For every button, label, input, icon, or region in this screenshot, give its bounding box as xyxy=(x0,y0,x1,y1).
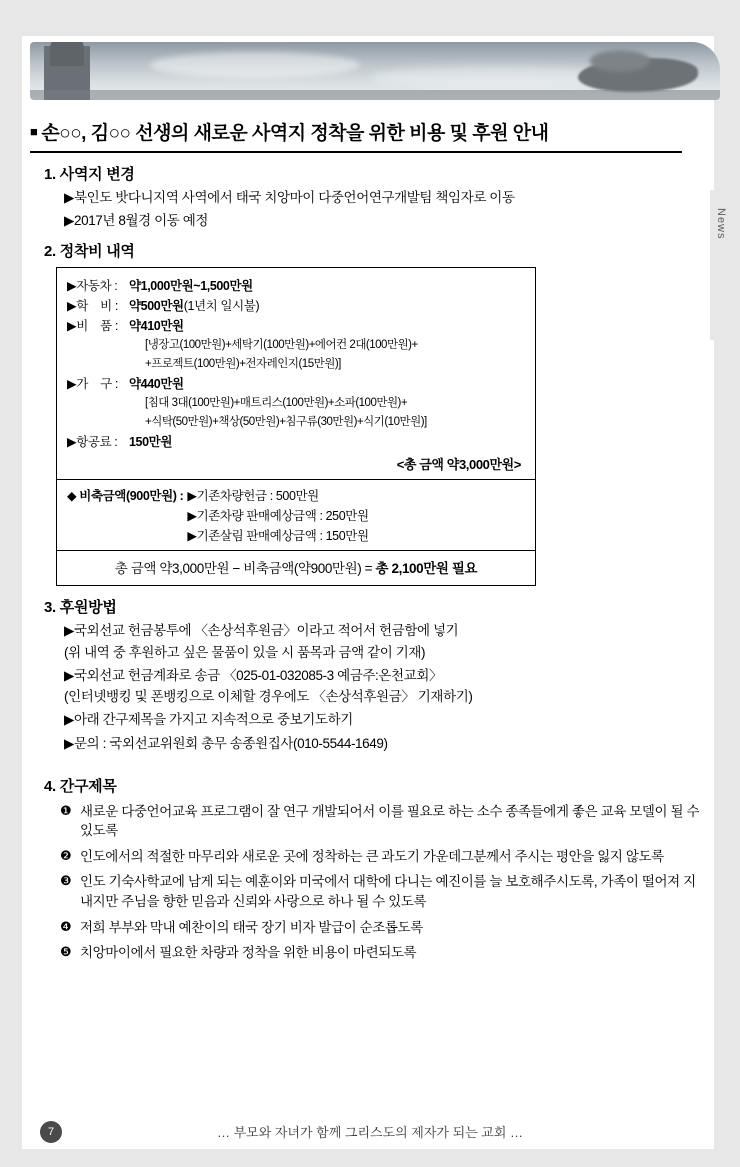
cost-total: <총 금액 약3,000만원> xyxy=(396,457,521,473)
prayer-number: ❶ xyxy=(60,802,72,818)
cost-row xyxy=(67,276,525,294)
page-frame-left xyxy=(0,0,22,1167)
prayer-item xyxy=(60,802,702,841)
savings-block xyxy=(67,486,525,546)
section-3-line: ▶국외선교 헌금계좌로 송금 〈025-01-032085-3 예금주:온천교회〉 xyxy=(64,667,443,683)
prayer-item xyxy=(60,918,702,938)
cost-value: 약440만원 xyxy=(129,377,184,392)
divider xyxy=(57,479,535,480)
cost-detail: +식탁(50만원)+책상(50만원)+침구류(30만원)+식기(10만원)] xyxy=(145,416,427,429)
prayer-number: ❸ xyxy=(60,873,72,889)
cost-row xyxy=(67,374,525,392)
cost-row xyxy=(67,316,525,334)
cost-detail: [침대 3대(100만원)+매트리스(100만원)+소파(100만원)+ xyxy=(145,397,408,410)
prayer-item xyxy=(60,847,702,867)
bullet-square-icon: ■ xyxy=(30,124,38,139)
cost-value: 150만원 xyxy=(129,435,173,450)
page-frame-top xyxy=(0,0,740,36)
prayer-text: 치앙마이에서 필요한 차량과 정착을 위한 비용이 마련되도록 xyxy=(80,945,417,961)
section-heading-4: 4. 간구제목 xyxy=(44,777,117,795)
cost-row xyxy=(67,296,525,314)
document-content xyxy=(30,118,702,969)
page-frame-right xyxy=(714,0,740,1167)
cost-label: ▶가 구 : xyxy=(67,377,122,392)
final-amount-value: 총 2,100만원 필요 xyxy=(375,561,478,577)
cost-label: ▶학 비 : xyxy=(67,299,122,314)
prayer-item xyxy=(60,872,702,911)
savings-label: ◆ 비축금액(900만원) : xyxy=(67,489,184,504)
cost-value: 약410만원 xyxy=(129,319,184,334)
section-3-line: ▶아래 간구제목을 가지고 지속적으로 중보기도하기 xyxy=(64,712,353,728)
cost-detail: [냉장고(100만원)+세탁기(100만원)+에어컨 2대(100만원)+ xyxy=(145,339,418,352)
section-3-line: ▶국외선교 헌금봉투에 〈손상석후원금〉이라고 적어서 헌금함에 넣기 xyxy=(64,623,459,639)
prayer-text: 인도에서의 적절한 마무리와 새로운 곳에 정착하는 큰 과도기 가운데그분께서 주시는 평안을 잃지 않도록 xyxy=(80,848,664,864)
final-amount-bar xyxy=(57,550,535,583)
cost-label: ▶항공료 : xyxy=(67,435,121,450)
side-tab-label: News xyxy=(715,208,727,240)
cost-label: ▶자동차 : xyxy=(67,279,121,294)
prayer-number: ❺ xyxy=(60,944,72,960)
cost-label: ▶비 품 : xyxy=(67,319,122,334)
page-title xyxy=(30,118,682,153)
prayer-text: 저희 부부와 막내 예찬이의 태국 장기 비자 발급이 순조롭도록 xyxy=(80,919,423,935)
cost-row xyxy=(67,432,525,450)
dome-silhouette xyxy=(50,42,84,66)
savings-item: ▶기존차량헌금 : 500만원 xyxy=(187,489,319,504)
cost-value: 약1,000만원~1,500만원 xyxy=(129,279,253,294)
section-3-line: (위 내역 중 후원하고 싶은 물품이 있을 시 품목과 금액 같이 기재) xyxy=(64,644,426,660)
final-amount-prefix: 총 금액 약3,000만원 − 비축금액(약900만원) = xyxy=(114,561,376,577)
page-number-badge: 7 xyxy=(40,1121,62,1143)
prayer-number: ❹ xyxy=(60,918,72,934)
section-1-line: ▶북인도 밧다니지역 사역에서 태국 치앙마이 다중언어연구개발팀 책임자로 이동 xyxy=(64,190,515,205)
section-1-line: ▶2017년 8월경 이동 예정 xyxy=(64,213,209,229)
page-footer: … 부모와 자녀가 함께 그리스도의 제자가 되는 교회 … xyxy=(216,1125,524,1140)
cost-value: 약500만원 xyxy=(129,299,184,314)
prayer-text: 인도 기숙사학교에 남게 되는 예훈이와 미국에서 대학에 다니는 예진이를 늘 보호해주시도록, 가족이 떨어져 지내지만 주님을 향한 믿음과 신뢰와 사랑으로 하나 될 수 있도록 xyxy=(80,874,696,909)
section-heading-3: 3. 후원방법 xyxy=(44,599,117,617)
cost-note: (1년치 일시불) xyxy=(183,299,260,314)
savings-item: ▶기존차량 판매예상금액 : 250만원 xyxy=(187,509,369,524)
section-heading-2: 2. 정착비 내역 xyxy=(44,243,135,261)
savings-list xyxy=(187,486,368,546)
section-heading-1: 1. 사역지 변경 xyxy=(44,166,135,183)
prayer-text: 새로운 다중언어교육 프로그램이 잘 연구 개발되어서 이를 필요로 하는 소수 종족들에게 좋은 교육 모델이 될 수 있도록 xyxy=(80,803,700,839)
prayer-item xyxy=(60,943,702,963)
cost-detail: +프로젝트(100만원)+전자레인지(15만원)] xyxy=(145,358,341,371)
page-title-text: 손○○, 김○○ 선생의 새로운 사역지 정착을 위한 비용 및 후원 안내 xyxy=(41,123,549,144)
skyline-silhouette xyxy=(30,90,720,100)
header-photo-banner xyxy=(30,42,720,100)
side-tab-news xyxy=(710,190,734,340)
cost-breakdown-box xyxy=(56,267,536,586)
cloud-shape xyxy=(150,52,360,78)
section-3-line: (인터넷뱅킹 및 폰뱅킹으로 이체할 경우에도 〈손상석후원금〉 기재하기) xyxy=(64,689,473,705)
dark-cloud-shape xyxy=(590,50,650,72)
section-3-line: ▶문의 : 국외선교위원회 총무 송종원집사(010-5544-1649) xyxy=(64,735,388,751)
savings-item: ▶기존살림 판매예상금액 : 150만원 xyxy=(187,529,369,544)
prayer-number: ❷ xyxy=(60,847,72,863)
page-frame-bottom xyxy=(0,1149,740,1167)
